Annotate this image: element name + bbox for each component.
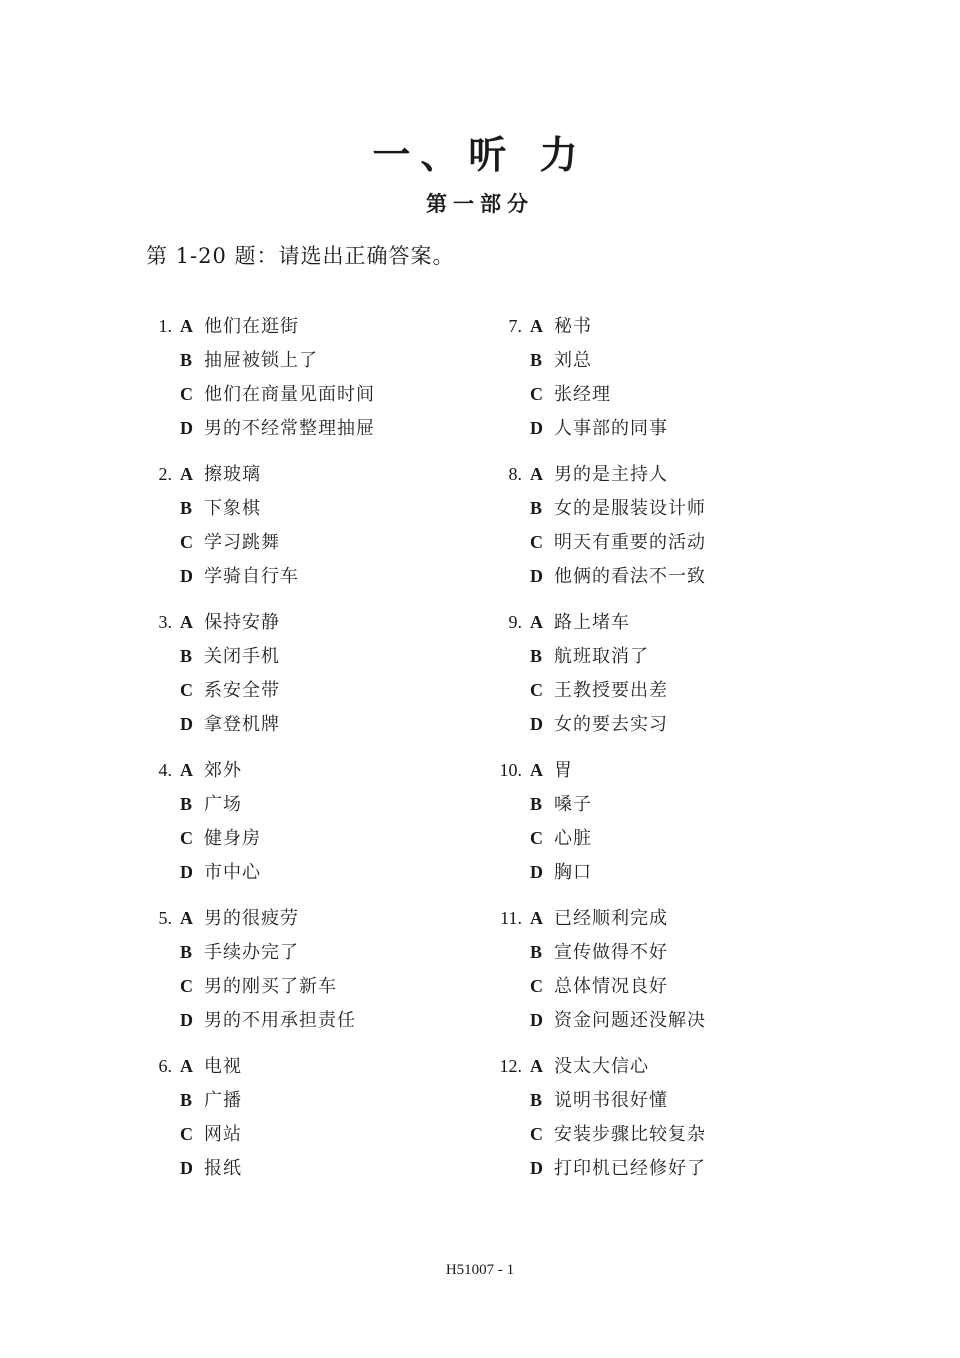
option-letter: C [530,532,543,552]
option-text: 关闭手机 [204,646,280,667]
option-text: 秘书 [554,316,592,337]
option-letter: D [530,418,543,438]
answer-option [530,412,668,446]
answer-option [180,754,242,788]
option-letter: C [530,680,543,700]
option-letter: A [530,612,543,632]
option-letter: A [180,612,193,632]
answer-option [530,822,592,856]
answer-option [180,526,280,560]
answer-option [180,788,242,822]
answer-option [530,674,668,708]
option-letter: B [180,646,193,666]
answer-option [180,458,261,492]
answer-option [180,310,299,344]
option-text: 说明书很好懂 [554,1090,668,1111]
answer-option [180,970,337,1004]
answer-option [180,902,299,936]
option-letter: B [180,794,193,814]
option-letter: D [530,1158,543,1178]
option-letter: B [180,350,193,370]
question-number: 8. [508,464,522,484]
option-text: 资金问题还没解决 [554,1010,706,1031]
answer-option [530,970,668,1004]
option-text: 报纸 [204,1158,242,1179]
option-letter: A [180,908,193,928]
option-letter: C [180,976,193,996]
option-text: 郊外 [204,760,242,781]
option-letter: A [180,760,193,780]
option-letter: C [180,384,193,404]
instruction-text: 第 1-20 题：请选出正确答案。 [146,244,455,268]
option-letter: B [530,498,543,518]
answer-option [180,492,261,526]
option-text: 男的很疲劳 [204,908,299,929]
option-text: 拿登机牌 [204,714,280,735]
question-number: 1. [158,316,172,336]
answer-option [530,708,668,742]
option-letter: D [530,862,543,882]
option-text: 学习跳舞 [204,532,280,553]
option-letter: B [530,646,543,666]
answer-option [180,560,299,594]
answer-option [530,902,668,936]
option-letter: A [530,464,543,484]
option-text: 刘总 [554,350,592,371]
option-letter: A [180,1056,193,1076]
option-text: 打印机已经修好了 [554,1158,706,1179]
option-text: 没太大信心 [554,1056,649,1077]
option-letter: A [530,760,543,780]
option-text: 张经理 [554,384,611,405]
option-text: 心脏 [554,828,592,849]
option-letter: D [180,714,193,734]
option-text: 电视 [204,1056,242,1077]
option-text: 健身房 [204,828,261,849]
option-letter: C [180,680,193,700]
option-text: 路上堵车 [554,612,630,633]
option-text: 男的不用承担责任 [204,1010,356,1031]
option-text: 女的要去实习 [554,714,668,735]
option-letter: D [180,566,193,586]
part-title: 第一部分 [426,192,534,216]
option-text: 男的不经常整理抽屉 [204,418,375,439]
option-text: 宣传做得不好 [554,942,668,963]
option-letter: B [530,794,543,814]
question-number: 4. [158,760,172,780]
answer-option [180,344,318,378]
option-text: 明天有重要的活动 [554,532,706,553]
question-number: 7. [508,316,522,336]
answer-option [180,606,280,640]
answer-option [530,310,592,344]
question-number: 5. [158,908,172,928]
answer-option [180,1084,242,1118]
option-text: 抽屉被锁上了 [204,350,318,371]
option-text: 他们在逛街 [204,316,299,337]
option-text: 已经顺利完成 [554,908,668,929]
answer-option [530,1118,706,1152]
option-letter: C [180,1124,193,1144]
answer-option [180,936,299,970]
option-text: 下象棋 [204,498,261,519]
option-letter: A [530,316,543,336]
option-text: 嗓子 [554,794,592,815]
option-text: 胸口 [554,862,592,883]
option-text: 胃 [554,760,573,781]
option-letter: B [180,942,193,962]
answer-option [530,788,592,822]
answer-option [530,458,668,492]
option-text: 擦玻璃 [204,464,261,485]
option-letter: A [530,1056,543,1076]
answer-option [530,378,611,412]
option-text: 王教授要出差 [554,680,668,701]
question-number: 12. [499,1056,522,1076]
option-letter: C [180,532,193,552]
question-number: 11. [500,908,522,928]
option-text: 学骑自行车 [204,566,299,587]
answer-option [530,754,573,788]
option-text: 他们在商量见面时间 [204,384,375,405]
option-text: 航班取消了 [554,646,649,667]
option-letter: D [180,1010,193,1030]
answer-option [530,1004,706,1038]
option-text: 市中心 [204,862,261,883]
answer-option [180,674,280,708]
answer-option [180,708,280,742]
option-text: 安装步骤比较复杂 [554,1124,706,1145]
question-number: 6. [158,1056,172,1076]
option-text: 广播 [204,1090,242,1111]
answer-option [180,822,261,856]
answer-option [530,1152,706,1186]
option-letter: A [180,316,193,336]
question-number: 10. [499,760,522,780]
option-letter: B [530,942,543,962]
page-footer: H51007 - 1 [445,1262,515,1278]
answer-option [530,492,706,526]
answer-option [180,412,375,446]
answer-option [180,1118,242,1152]
option-letter: D [180,1158,193,1178]
answer-option [530,560,706,594]
option-text: 总体情况良好 [554,976,668,997]
question-number: 2. [158,464,172,484]
answer-option [180,640,280,674]
option-letter: D [180,418,193,438]
option-letter: A [180,464,193,484]
question-number: 9. [508,612,522,632]
option-text: 系安全带 [204,680,280,701]
answer-option [180,1004,356,1038]
section-title: 一、听 力 [372,133,588,177]
option-text: 男的是主持人 [554,464,668,485]
option-letter: C [180,828,193,848]
option-letter: D [530,1010,543,1030]
option-text: 女的是服装设计师 [554,498,706,519]
option-text: 网站 [204,1124,242,1145]
option-letter: C [530,976,543,996]
answer-option [530,640,649,674]
option-letter: B [180,1090,193,1110]
answer-option [530,1050,649,1084]
option-text: 广场 [204,794,242,815]
option-letter: C [530,1124,543,1144]
answer-option [530,856,592,890]
option-letter: D [180,862,193,882]
option-letter: C [530,828,543,848]
option-letter: A [530,908,543,928]
option-text: 保持安静 [204,612,280,633]
option-text: 手续办完了 [204,942,299,963]
answer-option [180,856,261,890]
option-letter: B [530,1090,543,1110]
question-number: 3. [158,612,172,632]
answer-option [530,606,630,640]
answer-option [180,1152,242,1186]
answer-option [530,344,592,378]
answer-option [180,1050,242,1084]
option-letter: C [530,384,543,404]
option-letter: D [530,566,543,586]
answer-option [530,526,706,560]
answer-option [530,936,668,970]
option-text: 人事部的同事 [554,418,668,439]
answer-option [530,1084,668,1118]
option-text: 他俩的看法不一致 [554,566,706,587]
option-letter: D [530,714,543,734]
option-letter: B [530,350,543,370]
option-letter: B [180,498,193,518]
option-text: 男的刚买了新车 [204,976,337,997]
answer-option [180,378,375,412]
